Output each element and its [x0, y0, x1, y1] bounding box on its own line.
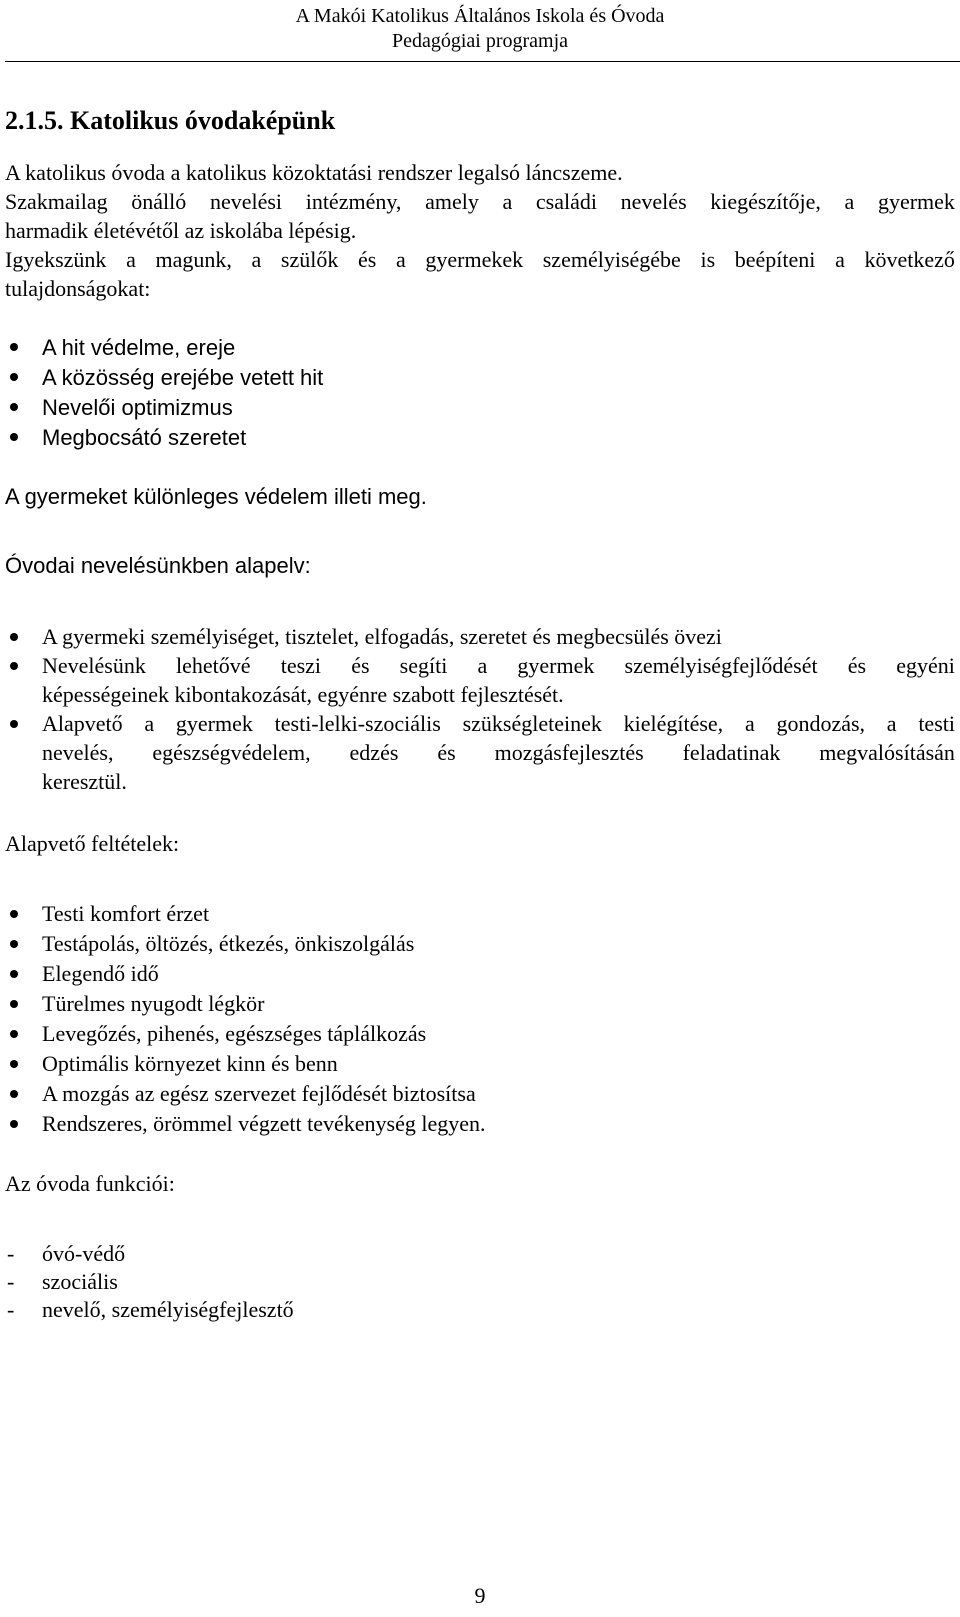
intro-line-2 [5, 187, 955, 216]
principle-text: A gyermeki személyiséget, tisztelet, elfogadás, szeretet és megbecsülés övezi [42, 624, 722, 649]
word: segíti [399, 653, 448, 678]
section-heading: 2.1.5. Katolikus óvodaképünk [5, 106, 336, 135]
condition-text: Levegőzés, pihenés, egészséges táplálkozás [42, 1021, 427, 1046]
bullet-icon [10, 720, 18, 728]
word: egyéni [896, 653, 955, 678]
word: és [351, 653, 370, 678]
word: gyermekek [425, 247, 524, 272]
word: a [744, 711, 755, 736]
bullet-icon [10, 910, 18, 918]
word: kiegészítője, [710, 189, 821, 214]
word: testi [918, 711, 955, 736]
bullet-icon [10, 1120, 18, 1128]
word: és [358, 247, 377, 272]
principle-text-line-2: képességeinek kibontakozását, egyénre szabott fejlesztését. [42, 682, 564, 707]
functions-title: Az óvoda funkciói: [5, 1171, 175, 1196]
word: önálló [131, 189, 187, 214]
word: a [126, 247, 136, 272]
word: Szakmailag [5, 189, 108, 214]
word: gyermek [175, 711, 253, 736]
word: gondozás, [776, 711, 866, 736]
bullet-icon [10, 1030, 18, 1038]
word: lehetővé [176, 653, 251, 678]
bullet-icon [10, 403, 18, 411]
dash-marker: - [7, 1269, 15, 1294]
word: a [886, 711, 897, 736]
word: magunk, [155, 247, 232, 272]
condition-text: Testi komfort érzet [42, 901, 210, 926]
principle-text-line-3: keresztül. [42, 769, 127, 794]
bullet-icon [10, 373, 18, 381]
word: szükségleteinek [462, 711, 602, 736]
page-number: 9 [474, 1583, 486, 1608]
word: feladatinak [682, 740, 781, 765]
header-document-title: Pedagógiai programja [391, 30, 569, 52]
protection-note: A gyermeket különleges védelem illeti meg. [5, 484, 427, 509]
word: teszi [280, 653, 322, 678]
word: gyermek [517, 653, 595, 678]
dash-marker: - [7, 1297, 15, 1322]
trait-text: Megbocsátó szeretet [42, 425, 247, 450]
word: következő [864, 247, 955, 272]
word: testi-lelki-szociális [274, 711, 441, 736]
intro-line-1: A katolikus óvoda a katolikus közoktatási rendszer legalsó láncszeme. [5, 160, 623, 185]
word: kielégítése, [623, 711, 724, 736]
word: a [395, 247, 406, 272]
function-text: szociális [42, 1269, 118, 1294]
word: családi [535, 189, 597, 214]
word: nevelés, [42, 740, 114, 765]
word: beépíteni [734, 247, 816, 272]
function-text: nevelő, személyiségfejlesztő [42, 1297, 294, 1322]
word: a [251, 247, 262, 272]
bullet-icon [10, 1090, 18, 1098]
word: gyermek [877, 189, 955, 214]
condition-text: Testápolás, öltözés, étkezés, önkiszolgálás [42, 931, 415, 956]
word: Alapvető [42, 711, 123, 736]
function-text: óvó-védő [42, 1241, 126, 1266]
trait-text: A közösség erejébe vetett hit [42, 365, 324, 390]
conditions-title: Alapvető feltételek: [5, 831, 180, 856]
word: amely [425, 189, 479, 214]
word: edzés [349, 740, 399, 765]
bullet-icon [10, 1060, 18, 1068]
word: a [835, 247, 845, 272]
word: is [700, 247, 716, 272]
word: és [847, 653, 867, 678]
word: a [144, 711, 155, 736]
word: személyiségébe [542, 247, 681, 272]
header-school-name: A Makói Katolikus Általános Iskola és Óvoda [295, 5, 665, 27]
intro-line-5: tulajdonságokat: [5, 276, 151, 301]
word: és [437, 740, 456, 765]
bullet-icon [10, 940, 18, 948]
trait-text: Nevelői optimizmus [42, 395, 233, 420]
word: Igyekszünk [5, 247, 107, 272]
principle-text-line-1 [42, 709, 955, 738]
word: mozgásfejlesztés [494, 740, 644, 765]
bullet-icon [10, 633, 18, 641]
word: nevelés [620, 189, 687, 214]
intro-line-3: harmadik életévétől az iskolába lépésig. [5, 218, 357, 243]
word: nevelési [209, 189, 283, 214]
word: személyiségfejlődését [624, 653, 818, 678]
condition-text: Elegendő idő [42, 961, 159, 986]
word: megvalósításán [819, 740, 955, 765]
word: egészségvédelem, [152, 740, 311, 765]
bullet-icon [10, 433, 18, 441]
condition-text: Optimális környezet kinn és benn [42, 1051, 338, 1076]
condition-text: Türelmes nyugodt légkör [42, 991, 265, 1016]
header-divider [5, 61, 960, 62]
bullet-icon [10, 970, 18, 978]
word: a [477, 653, 488, 678]
bullet-icon [10, 662, 18, 670]
trait-text: A hit védelme, ereje [42, 335, 236, 360]
word: szülők [280, 247, 339, 272]
word: Nevelésünk [42, 653, 146, 678]
principle-text-line-2 [42, 738, 955, 767]
principle-text-line-1 [42, 651, 955, 680]
intro-line-4 [5, 245, 955, 274]
word: a [502, 189, 513, 214]
dash-marker: - [7, 1241, 15, 1266]
word: intézmény, [305, 189, 402, 214]
principle-title: Óvodai nevelésünkben alapelv: [5, 553, 311, 578]
bullet-icon [10, 343, 18, 351]
word: a [844, 189, 855, 214]
condition-text: Rendszeres, örömmel végzett tevékenység legyen. [42, 1111, 486, 1136]
condition-text: A mozgás az egész szervezet fejlődését biztosítsa [42, 1081, 476, 1106]
bullet-icon [10, 1000, 18, 1008]
